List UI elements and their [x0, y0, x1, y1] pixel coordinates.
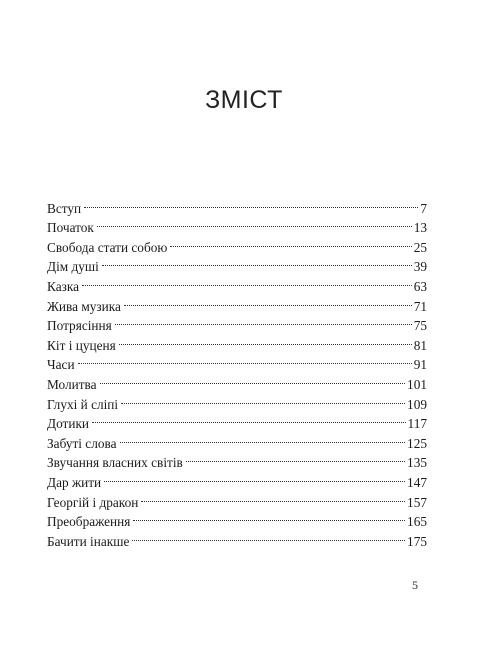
toc-entry	[47, 252, 427, 275]
dot-leader	[78, 350, 412, 370]
dot-leader	[115, 311, 412, 331]
dot-leader	[170, 232, 411, 252]
dot-leader	[119, 330, 412, 350]
dot-leader	[186, 448, 405, 468]
toc-entry-page: 81	[413, 337, 427, 353]
toc-entry-page: 117	[407, 416, 427, 432]
toc-entry-page: 125	[407, 435, 427, 451]
dot-leader	[121, 389, 405, 409]
dot-leader	[102, 252, 412, 272]
toc-entry	[47, 369, 427, 392]
table-of-contents	[47, 193, 427, 549]
toc-entry-page: 13	[413, 220, 427, 236]
toc-entry-title: Молитва	[47, 376, 97, 392]
toc-entry-title: Потрясіння	[47, 318, 112, 334]
toc-entry-title: Глухі й сліпі	[47, 396, 119, 412]
toc-entry-title: Кіт і цуценя	[47, 337, 116, 353]
toc-entry-title: Бачити інакше	[47, 533, 130, 549]
dot-leader	[97, 213, 412, 233]
toc-entry-title: Дар жити	[47, 474, 102, 490]
dot-leader	[120, 428, 406, 448]
dot-leader	[84, 193, 418, 213]
toc-entry-title: Жива музика	[47, 298, 121, 314]
toc-entry	[47, 409, 427, 432]
toc-entry-title: Георгій і дракон	[47, 494, 139, 510]
toc-entry-title: Дотики	[47, 416, 90, 432]
toc-entry	[47, 428, 427, 451]
toc-entry-title: Початок	[47, 220, 94, 236]
toc-entry-title: Часи	[47, 357, 75, 373]
toc-entry	[47, 291, 427, 314]
toc-entry-title: Преображення	[47, 514, 131, 530]
dot-leader	[100, 369, 406, 389]
dot-leader	[141, 487, 405, 507]
toc-entry	[47, 193, 427, 216]
toc-entry-page: 39	[413, 259, 427, 275]
toc-entry	[47, 467, 427, 490]
dot-leader	[132, 526, 405, 546]
toc-entry	[47, 213, 427, 236]
toc-entry-page: 157	[407, 494, 427, 510]
page-title: ЗМІСТ	[205, 86, 283, 114]
toc-entry	[47, 232, 427, 255]
toc-entry	[47, 350, 427, 373]
toc-entry-page: 71	[413, 298, 427, 314]
toc-entry-page: 147	[407, 474, 427, 490]
toc-entry-page: 91	[413, 357, 427, 373]
dot-leader	[133, 507, 405, 527]
dot-leader	[104, 467, 405, 487]
toc-entry-page: 135	[407, 455, 427, 471]
toc-entry-page: 109	[407, 396, 427, 412]
toc-entry-page: 165	[407, 514, 427, 530]
toc-entry-title: Дім душі	[47, 259, 99, 275]
toc-entry-page: 63	[413, 278, 427, 294]
toc-entry-title: Забуті слова	[47, 435, 117, 451]
toc-entry-page: 175	[407, 533, 427, 549]
toc-entry-page: 101	[407, 376, 427, 392]
toc-entry-title: Казка	[47, 278, 80, 294]
toc-entry-title: Свобода стати собою	[47, 239, 168, 255]
toc-entry-title: Звучання власних світів	[47, 455, 183, 471]
toc-entry-page: 25	[413, 239, 427, 255]
toc-entry-title: Вступ	[47, 200, 82, 216]
toc-entry	[47, 271, 427, 294]
toc-entry	[47, 389, 427, 412]
dot-leader	[124, 291, 412, 311]
dot-leader	[82, 271, 412, 291]
page-number: 5	[412, 578, 418, 592]
dot-leader	[92, 409, 406, 429]
toc-entry-page: 7	[420, 200, 427, 216]
toc-entry-page: 75	[413, 318, 427, 334]
